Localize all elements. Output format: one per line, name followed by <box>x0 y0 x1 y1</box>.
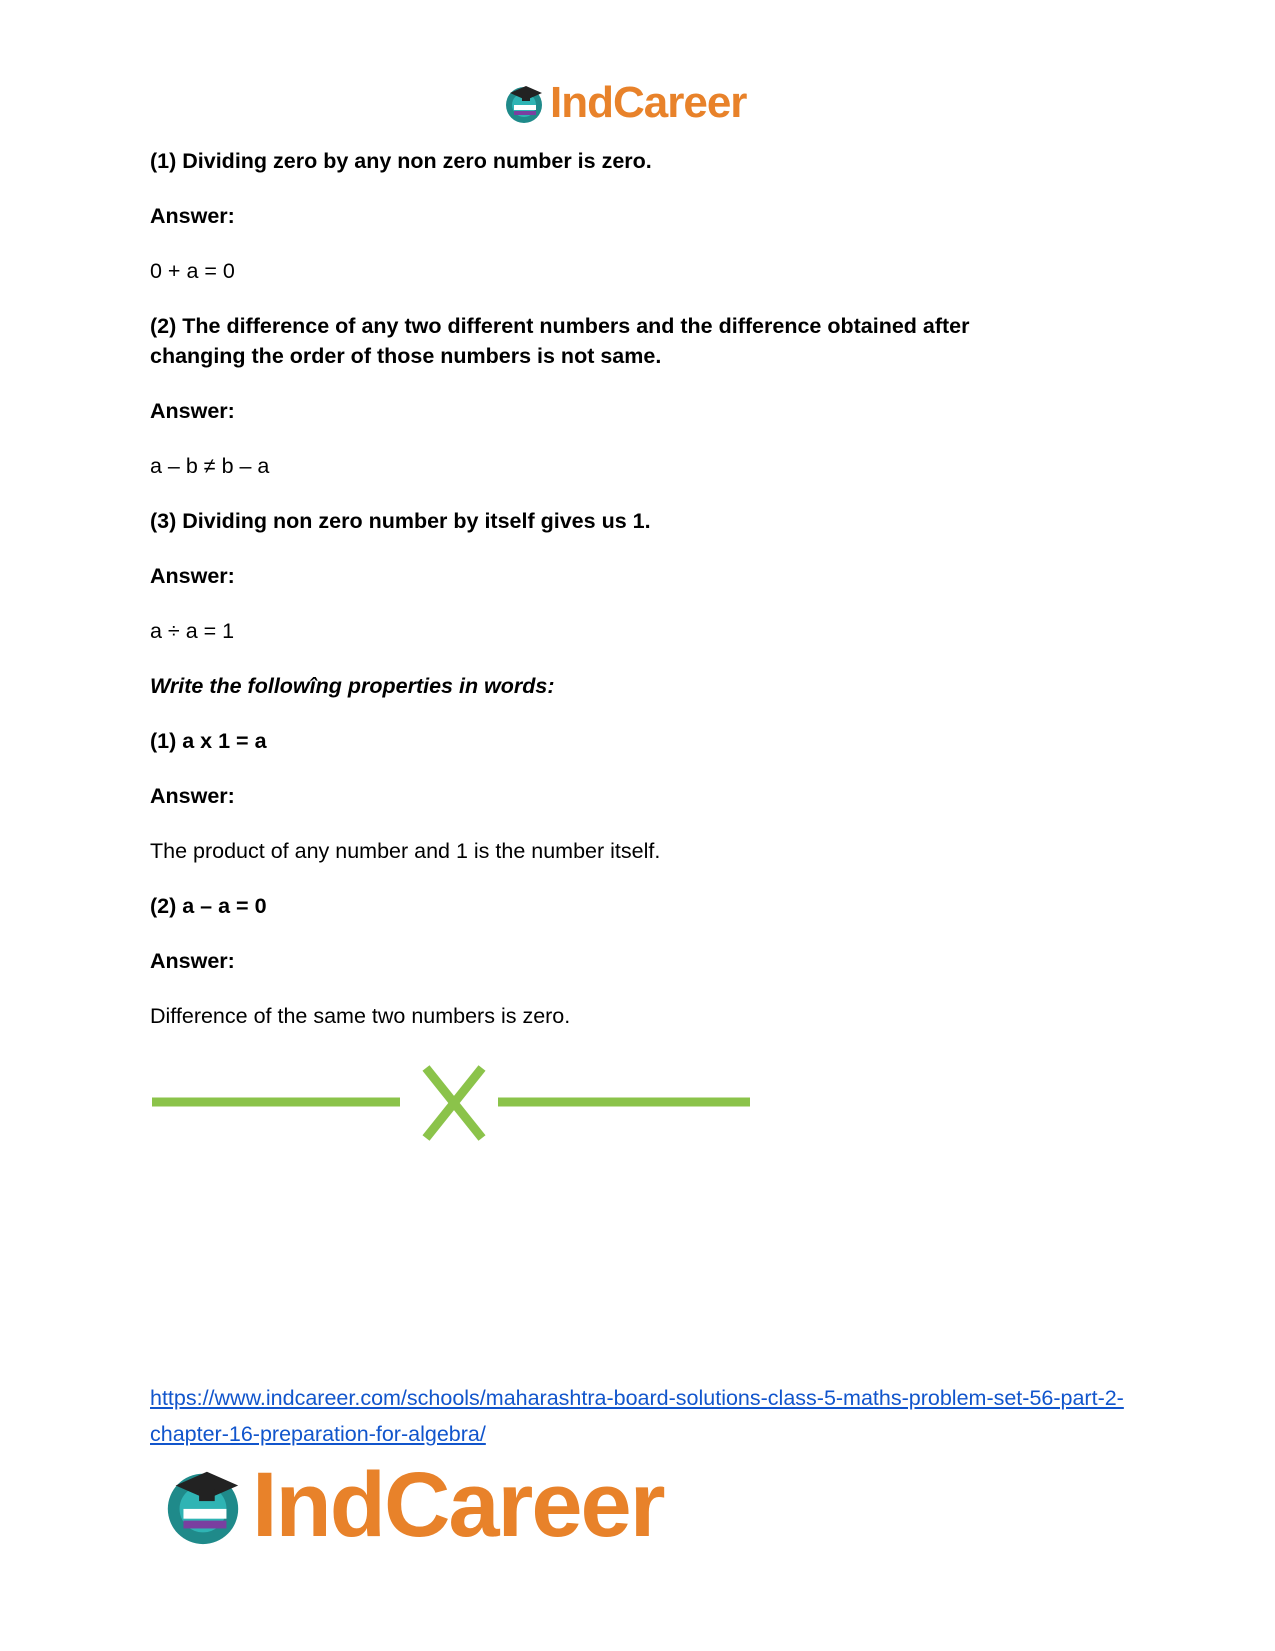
section-divider <box>150 1062 750 1142</box>
footer-logo <box>160 1453 664 1556</box>
answer-text: a ÷ a = 1 <box>150 619 235 643</box>
answer-label: Answer: <box>150 564 235 588</box>
question-text: (2) The difference of any two different numbers and the difference obtained after changing the order of those numbers is not same. <box>150 314 970 368</box>
logo-text: IndCareer <box>550 78 747 127</box>
answer-label: Answer: <box>150 949 235 973</box>
question-text: (1) a x 1 = a <box>150 729 267 753</box>
answer-text: Difference of the same two numbers is zero. <box>150 1004 571 1028</box>
answer-text: The product of any number and 1 is the number itself. <box>150 839 661 863</box>
graduation-globe-icon <box>160 1462 246 1548</box>
section-heading: Write the followîng properties in words: <box>150 674 555 698</box>
source-link[interactable]: https://www.indcareer.com/schools/maharashtra-board-solutions-class-5-maths-problem-set-56-part-2-chapter-16-preparation-for-algebra/ <box>150 1386 1124 1446</box>
header-logo <box>502 78 746 128</box>
answer-text: a – b ≠ b – a <box>150 454 270 478</box>
logo-text: IndCareer <box>252 1453 664 1556</box>
answer-label: Answer: <box>150 399 235 423</box>
question-text: (1) Dividing zero by any non zero number is zero. <box>150 149 652 173</box>
question-text: (3) Dividing non zero number by itself gives us 1. <box>150 509 651 533</box>
answer-label: Answer: <box>150 204 235 228</box>
question-text: (2) a – a = 0 <box>150 894 267 918</box>
answer-label: Answer: <box>150 784 235 808</box>
graduation-globe-icon <box>502 81 546 125</box>
answer-text: 0 + a = 0 <box>150 259 235 283</box>
